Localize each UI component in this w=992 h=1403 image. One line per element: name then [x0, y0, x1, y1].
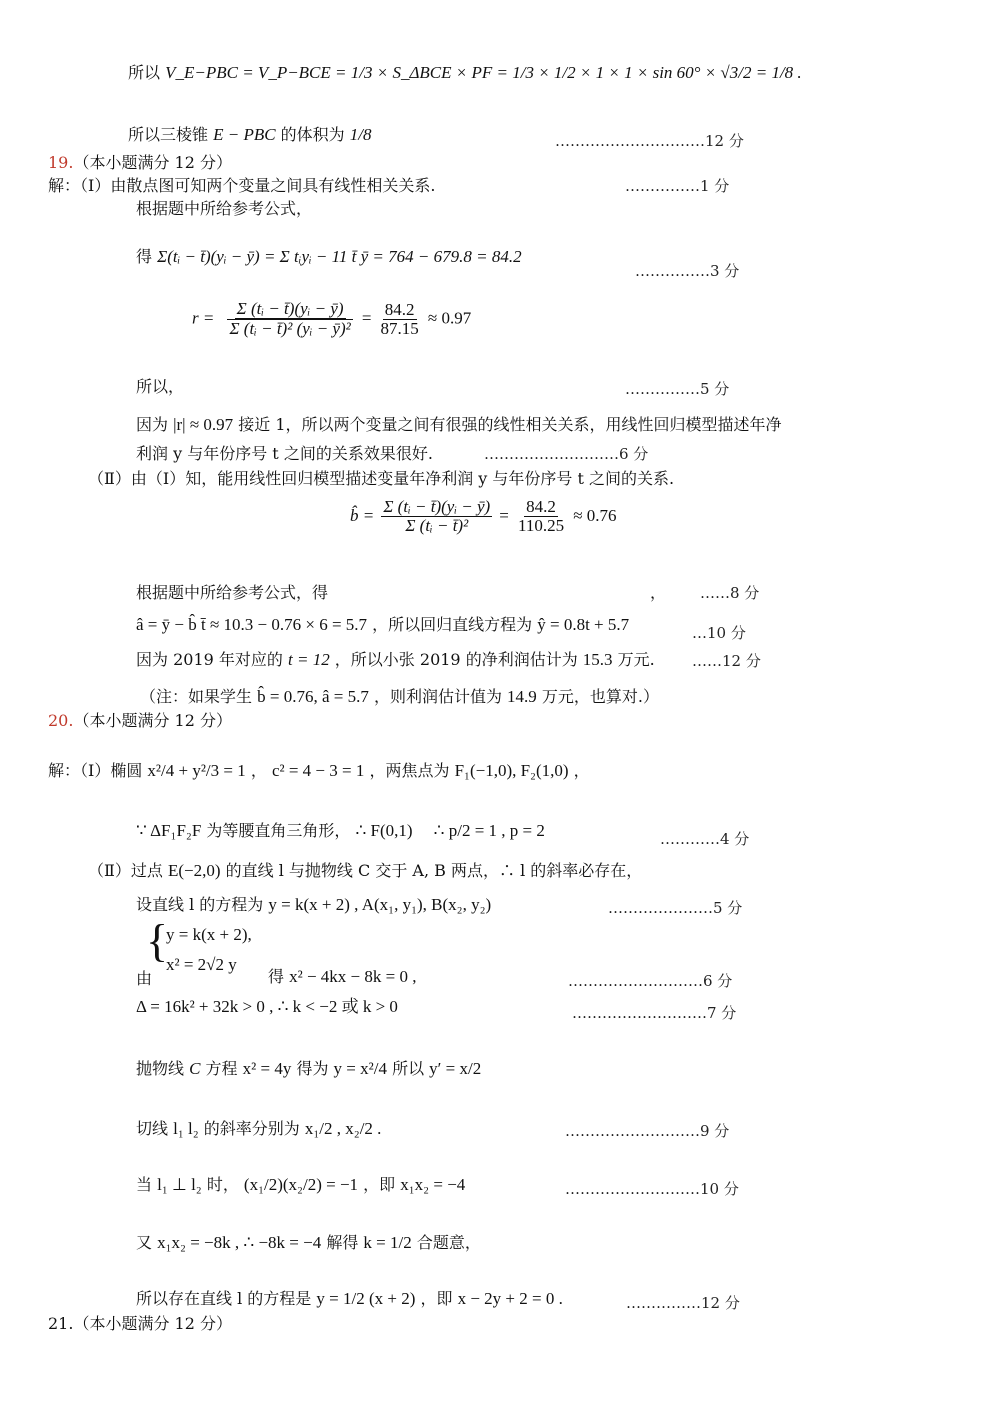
score-mark: ……………12 分 — [626, 1294, 740, 1312]
profit-estimate: 15.3 — [582, 650, 613, 669]
score-mark: ………………………9 分 — [565, 1122, 730, 1140]
q19-estimate-line — [136, 649, 655, 671]
r-numeric-fraction — [379, 301, 421, 338]
score-mark: ……………5 分 — [625, 380, 730, 398]
text-lead: 抛物线 — [136, 1059, 185, 1078]
abs-r: |r| ≈ 0.97 — [173, 415, 234, 434]
q19-note-line — [140, 686, 659, 708]
system-eq1 — [166, 924, 252, 946]
q20-part2-line — [88, 860, 642, 882]
question-points: （本小题满分 12 分） — [73, 1314, 232, 1333]
text-mid: 所以 — [392, 1059, 425, 1078]
text-tail: 接近 1，所以两个变量之间有很强的线性相关关系，用线性回归模型描述年净 — [238, 415, 782, 434]
q19-reference-line2: 根据题中所给参考公式，得 — [136, 583, 329, 602]
parabola-function: y = x²/4 — [333, 1059, 387, 1078]
text-lead: 得 — [136, 247, 153, 266]
score-mark: ………………………6 分 — [484, 445, 649, 463]
score-mark: ……………1 分 — [625, 177, 730, 195]
q20-parabola-line — [136, 1058, 481, 1080]
question-20-header — [48, 710, 232, 732]
text-tail: 的体积为 — [280, 125, 345, 144]
volume-result-line — [128, 124, 372, 146]
q19-part2-line: （Ⅱ）由（Ⅰ）知，能用线性回归模型描述变量年净利润 y 与年份序号 t 之间的关系. — [88, 469, 675, 488]
volume-formula: V_E−PBC = V_P−BCE = 1/3 × S_ΔBCE × PF = 1/3 × 1/2 × 1 × 1 × sin 60° × √3/2 = 1/8 . — [165, 63, 802, 82]
q19-r-label: 所以， — [136, 377, 185, 396]
question-points: （本小题满分 12 分） — [73, 711, 232, 730]
score-mark: …………4 分 — [660, 830, 750, 848]
b-denominator: 110.25 — [517, 516, 565, 535]
text-mid: ，两焦点为 — [369, 761, 450, 780]
text-mid: ，则利润估计值为 — [373, 687, 502, 706]
text-mid: 为等腰直角三角形， — [206, 821, 351, 840]
score-mark: …10 分 — [692, 624, 746, 642]
solid-name: E − PBC — [213, 125, 276, 144]
triangle: ∵ ΔF₁F₂F — [136, 821, 202, 840]
sqrt-sign: Σ (tᵢ − t̄)² (yᵢ − ȳ)² — [229, 319, 351, 338]
volume-value: 1/8 — [349, 125, 372, 144]
volume-line — [128, 62, 802, 84]
q19-conclusion-line — [136, 414, 782, 436]
text-mid: 解得 — [326, 1233, 359, 1252]
ellipse-equation: x²/4 + y²/3 = 1 — [147, 761, 246, 780]
point-E: E(−2,0) — [167, 861, 221, 880]
text-tail: 万元. — [617, 650, 655, 669]
comma: ， — [573, 761, 590, 780]
text-lead: 因为 — [136, 415, 169, 434]
q20-discriminant-line — [136, 996, 398, 1018]
covariance-sum: Σ(tᵢ − t̄)(yᵢ − ȳ) = Σ tᵢyᵢ − 11 t̄ ȳ = 764 − 679.8 = 84.2 — [157, 247, 522, 266]
text-mid: ，所以回归直线方程为 — [372, 615, 533, 634]
comma: ， — [250, 761, 267, 780]
text-lead: 由 — [136, 969, 153, 988]
answer-line-eq: y = 1/2 (x + 2) — [316, 1289, 416, 1308]
q19-conclusion-line2: 利润 y 与年份序号 t 之间的关系效果很好. — [136, 444, 433, 463]
score-mark: ………………………6 分 — [568, 972, 733, 990]
r-denominator: 87.15 — [380, 318, 419, 338]
c-squared: c² = 4 − 3 = 1 — [271, 761, 365, 780]
text-lead: 所以三棱锥 — [128, 125, 209, 144]
system-eq2 — [166, 954, 237, 976]
discriminant: Δ = 16k² + 32k > 0 , ∴ k < −2 或 k > 0 — [136, 997, 398, 1016]
text-mid: 得 — [268, 967, 285, 986]
question-21-header — [48, 1313, 232, 1335]
parabola-eq: x² = 4y — [242, 1059, 292, 1078]
score-mark: ……12 分 — [692, 652, 761, 670]
q19-sum-line — [136, 246, 522, 268]
vieta: x₁x₂ = −8k , ∴ −8k = −4 — [157, 1233, 322, 1252]
r-fraction-den — [225, 319, 354, 338]
intercept-formula: â = ȳ − b̂ t̄ ≈ 10.3 − 0.76 × 6 = 5.7 — [136, 615, 368, 634]
question-number: 20. — [48, 711, 74, 730]
b-numerator: 84.2 — [526, 497, 556, 516]
text-lead: 设直线 l 的方程为 — [136, 895, 264, 914]
curve-C: C — [189, 1059, 201, 1078]
focus-F: ∴ F(0,1) — [355, 821, 413, 840]
text-mid: ，即 — [420, 1289, 453, 1308]
text-mid: 的直线 l 与抛物线 C 交于 A, B 两点，∴ l 的斜率必存在， — [225, 861, 643, 880]
text-tail: 万元，也算对.） — [541, 687, 659, 706]
line-equation: y = k(x + 2) , A(x₁, y₁), B(x₂, y₂) — [268, 895, 492, 914]
r-symbol: r = — [192, 308, 215, 328]
r-value: ≈ 0.97 — [427, 308, 472, 328]
r-numerator: 84.2 — [384, 299, 415, 319]
text-lead: 又 — [136, 1233, 153, 1252]
text-lead: 因为 2019 年对应的 — [136, 650, 283, 669]
q20-system-line — [136, 968, 152, 990]
q20-triangle-line — [136, 820, 545, 842]
q20-answer-line — [136, 1288, 563, 1310]
p-value: ∴ p/2 = 1 , p = 2 — [433, 821, 545, 840]
derivative: y′ = x/2 — [429, 1059, 482, 1078]
q20-slopes-line — [136, 1118, 381, 1140]
b-hat-symbol: b̂ = — [350, 506, 375, 525]
alt-estimate: 14.9 — [507, 687, 537, 706]
perpendicular: l₁ ⊥ l₂ — [157, 1175, 202, 1194]
question-number: 19. — [48, 153, 74, 172]
tangent-slopes: x₁/2 , x₂/2 . — [304, 1119, 382, 1138]
text-lead: （注：如果学生 — [140, 687, 253, 706]
q20-solve-line — [136, 1232, 481, 1254]
text-mid: 时， — [206, 1175, 239, 1194]
b-fraction-num: Σ (tᵢ − t̄)(yᵢ − ȳ) — [383, 497, 491, 516]
text-tail: 合题意， — [416, 1233, 481, 1252]
text-mid: 得为 — [296, 1059, 329, 1078]
slope-product: (x₁/2)(x₂/2) = −1 — [243, 1175, 359, 1194]
root-product: x₁x₂ = −4 — [400, 1175, 466, 1194]
text-lead: （Ⅱ）过点 — [88, 861, 163, 880]
text-tail: ，即 — [363, 1175, 396, 1194]
regression-equation: ŷ = 0.8t + 5.7 — [537, 615, 630, 634]
r-fraction — [225, 300, 354, 338]
alt-coefficients: b̂ = 0.76, â = 5.7 — [257, 687, 369, 706]
r-fraction-num: Σ (tᵢ − t̄)(yᵢ − ȳ) — [236, 299, 344, 318]
quadratic: x² − 4kx − 8k = 0 , — [289, 967, 417, 986]
question-number: 21. — [48, 1314, 74, 1333]
system-eq1-text: y = k(x + 2), — [166, 925, 252, 944]
k-solution: k = 1/2 — [363, 1233, 412, 1252]
text-mid: ，所以小张 2019 的净利润估计为 — [334, 650, 578, 669]
question-points: （本小题满分 12 分） — [73, 153, 232, 172]
text-lead: 解：（Ⅰ）椭圆 — [48, 761, 143, 780]
foci: F₁(−1,0), F₂(1,0) — [454, 761, 569, 780]
t-value: t = 12 — [288, 650, 330, 669]
q20-perpendicular-line — [136, 1174, 465, 1196]
q19-part1-line: 解：（Ⅰ）由散点图可知两个变量之间具有线性相关关系. — [48, 176, 436, 195]
score-mark: ………………………10 分 — [565, 1180, 739, 1198]
comma: ， — [650, 583, 667, 602]
answer-general-form: x − 2y + 2 = 0 . — [457, 1289, 563, 1308]
b-fraction-den: Σ (tᵢ − t̄)² — [405, 516, 469, 535]
text-lead: 切线 — [136, 1119, 169, 1138]
q19-reference-text: 根据题中所给参考公式， — [136, 199, 313, 218]
text-mid: 的斜率分别为 — [203, 1119, 300, 1138]
equals-sign: = — [361, 308, 372, 328]
text-lead: 所以存在直线 l 的方程是 — [136, 1289, 312, 1308]
text-lead: 所以 — [128, 63, 161, 82]
q20-system-result — [268, 966, 416, 988]
correlation-formula — [192, 300, 471, 390]
system-eq2-text: x² = 2√2 y — [166, 955, 237, 974]
b-numeric-fraction — [516, 498, 566, 535]
equals-sign: = — [499, 506, 509, 525]
q20-part1-line — [48, 760, 590, 782]
q20-line-eq — [136, 894, 491, 916]
tangent-lines: l₁ l₂ — [173, 1119, 199, 1138]
slope-formula — [350, 498, 617, 588]
system-brace: { — [146, 915, 169, 966]
score-mark: ………………………7 分 — [572, 1004, 737, 1022]
score-mark: …………………5 分 — [608, 899, 743, 917]
question-19-header — [48, 152, 232, 174]
q19-intercept-line — [136, 614, 629, 636]
b-fraction — [381, 498, 492, 535]
score-mark: ……8 分 — [700, 584, 760, 602]
score-mark: …………………………12 分 — [555, 132, 744, 150]
score-mark: ……………3 分 — [635, 262, 740, 280]
text-lead: 当 — [136, 1175, 153, 1194]
b-value: ≈ 0.76 — [573, 506, 617, 525]
text-mid: 方程 — [205, 1059, 238, 1078]
